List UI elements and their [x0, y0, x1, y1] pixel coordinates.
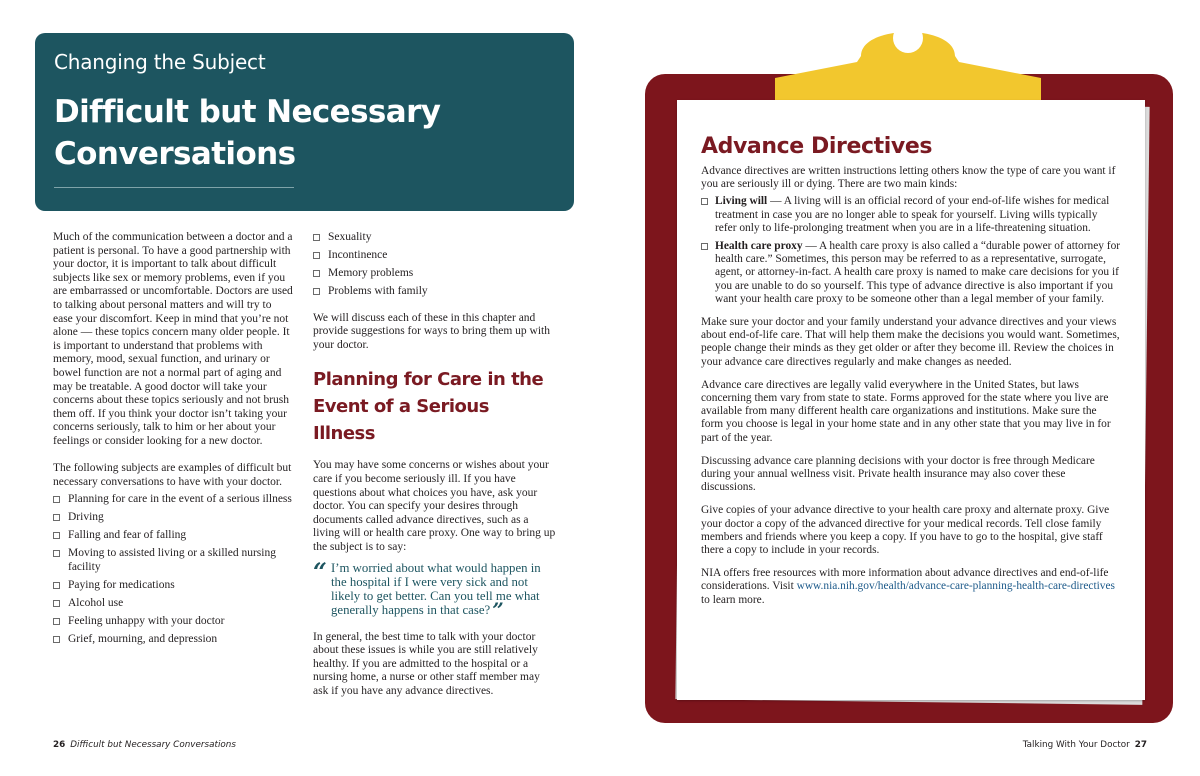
list-item: Paying for medications [53, 579, 293, 593]
term-health-care-proxy: Health care proxy [715, 240, 803, 253]
section-label: Changing the Subject [54, 50, 266, 74]
list-item: Feeling unhappy with your doctor [53, 615, 293, 629]
checkbox-icon [313, 252, 320, 259]
list-item: Problems with family [313, 285, 556, 299]
right-footer-title: Talking With Your Doctor [1022, 740, 1130, 750]
topic-list-continued [313, 231, 556, 299]
list-item: Sexuality [313, 231, 556, 245]
checkbox-icon [313, 270, 320, 277]
checkbox-icon [53, 496, 60, 503]
checkbox-icon [701, 198, 708, 205]
legal-validity-paragraph: Advance care directives are legally valid everywhere in the United States, but laws concerning them vary from state to state. Forms approved for the state where you live are available from many different health care organizations and institutions. Make sure the form you choose is legal in your home state and in any other state that you may live in for part of the year. [701, 378, 1111, 444]
checkbox-icon [313, 234, 320, 241]
list-item: Planning for care in the event of a serious illness [53, 493, 293, 507]
checkbox-icon [313, 288, 320, 295]
right-column [313, 231, 556, 699]
clipboard-clip-icon [773, 16, 1043, 104]
list-item: Memory problems [313, 267, 556, 281]
list-intro: The following subjects are examples of difficult but necessary conversations to have with your doctor. [53, 462, 292, 488]
term-living-will: Living will [715, 195, 768, 208]
advance-directives-intro: Advance directives are written instructions letting others know the type of care you want if you are seriously ill or dying. There are two main kinds: [701, 165, 1116, 191]
left-page-footer [53, 740, 236, 750]
left-column [53, 231, 293, 651]
chapter-note: We will discuss each of these in this chapter and provide suggestions for ways to bring them up with your doctor. [313, 311, 551, 351]
advance-directives-title: Advance Directives [701, 134, 933, 159]
pull-quote [313, 557, 556, 622]
checkbox-icon [53, 550, 60, 557]
checkbox-icon [53, 582, 60, 589]
topic-list [53, 493, 293, 646]
quote-text: I’m worried about what would happen in the hospital if I were very sick and not likely to get better. Can you tell me what generally happens in that case? [331, 561, 541, 617]
checkbox-icon [53, 514, 60, 521]
list-item: Incontinence [313, 249, 556, 263]
close-quote-icon: ” [492, 597, 504, 622]
medicare-paragraph: Discussing advance care planning decisions with your doctor is free through Medicare during your annual wellness visit. Private health insurance may also cover these discussions. [701, 454, 1095, 494]
timing-paragraph: In general, the best time to talk with your doctor about these issues is while you are still relatively healthy. If you are admitted to the hospital or a nursing home, a nurse or other staff member may ask if you have any advance directives. [313, 630, 540, 698]
chapter-header [35, 33, 574, 211]
directive-types-list [701, 195, 1121, 306]
checkbox-icon [53, 532, 60, 539]
copies-paragraph: Give copies of your advance directive to your health care proxy and alternate proxy. Give your doctor a copy of the advanced directive for your medical records. Tell close family members and friends where you keep a copy. If you have to go to the hospital, give staff there a copy to include in your records. [701, 504, 1110, 557]
list-item-health-care-proxy: Health care proxy — A health care proxy is also called a “durable power of attorney for health care.” Sometimes, this person may be referred to as a representative, surrogate, agent, or attorney-in-fact. A health care proxy is named to make care decisions for you if you are unable to do so yourself. This type of advance directive is also important if you want your health care proxy to be someone other than a legal member of your family. [701, 240, 1121, 306]
right-page-number: 27 [1134, 740, 1147, 750]
open-quote-icon: “ [313, 557, 327, 587]
page-title: Difficult but Necessary Conversations [54, 94, 441, 172]
checkbox-icon [53, 600, 60, 607]
list-item-living-will: Living will — A living will is an official record of your end-of-life wishes for medical treatment in case you are no longer able to speak for yourself. Living wills typically refer only to life-prolonging treatment when you are in a life-threatening situation. [701, 195, 1121, 235]
left-page-number: 26 [53, 740, 66, 750]
section-heading: Planning for Care in the Event of a Serious Illness [313, 369, 544, 445]
checkbox-icon [701, 243, 708, 250]
nia-resource-link[interactable]: www.nia.nih.gov/health/advance-care-planning-health-care-directives [796, 580, 1115, 593]
left-footer-title: Difficult but Necessary Conversations [70, 740, 236, 750]
checkbox-icon [53, 636, 60, 643]
make-sure-paragraph: Make sure your doctor and your family understand your advance directives and your views about end-of-life care. That will help them make the decisions you would want. Sometimes, people change their minds as they get older or after they become ill. Review the choices in your advance care directives regularly and make changes as needed. [701, 316, 1120, 368]
intro-paragraph: Much of the communication between a doctor and a patient is personal. To have a good partnership with your doctor, it is important to talk about difficult subjects like sex or memory problems, even if you are embarrassed or uncomfortable. Doctors are used to talking about personal matters and will try to ease your discomfort. Keep in mind that you’re not alone — these topics concern many older people. It is important to understand that problems with memory, mood, sexual function, and urinary or bowel function are not a normal part of aging and may be treatable. A good doctor will take your concerns about these topics seriously and not brush them off. If you think your doctor isn’t taking your concerns seriously, talk to him or her about your feelings or consider looking for a new doctor. [53, 231, 293, 447]
list-item: Driving [53, 511, 293, 525]
list-item: Falling and fear of falling [53, 529, 293, 543]
nia-resources-paragraph: NIA offers free resources with more information about advance directives and end-of-life considerations. Visit www.nia.nih.gov/health/advance-care-planning-health-care-directives to learn more. [701, 567, 1115, 606]
advance-directives-content [701, 134, 1121, 617]
right-page-footer [1023, 740, 1147, 750]
list-item: Alcohol use [53, 597, 293, 611]
clipboard-paper [677, 100, 1145, 700]
checkbox-icon [53, 618, 60, 625]
list-item: Moving to assisted living or a skilled nursing facility [53, 547, 293, 574]
planning-paragraph: You may have some concerns or wishes about your care if you become seriously ill. If you have questions about what choices you have, ask your doctor. You can specify your desires through documents called advance directives, such as a living will or health care proxy. One way to bring up the subject is to say: [313, 459, 556, 553]
header-divider [54, 187, 294, 188]
list-item: Grief, mourning, and depression [53, 633, 293, 647]
